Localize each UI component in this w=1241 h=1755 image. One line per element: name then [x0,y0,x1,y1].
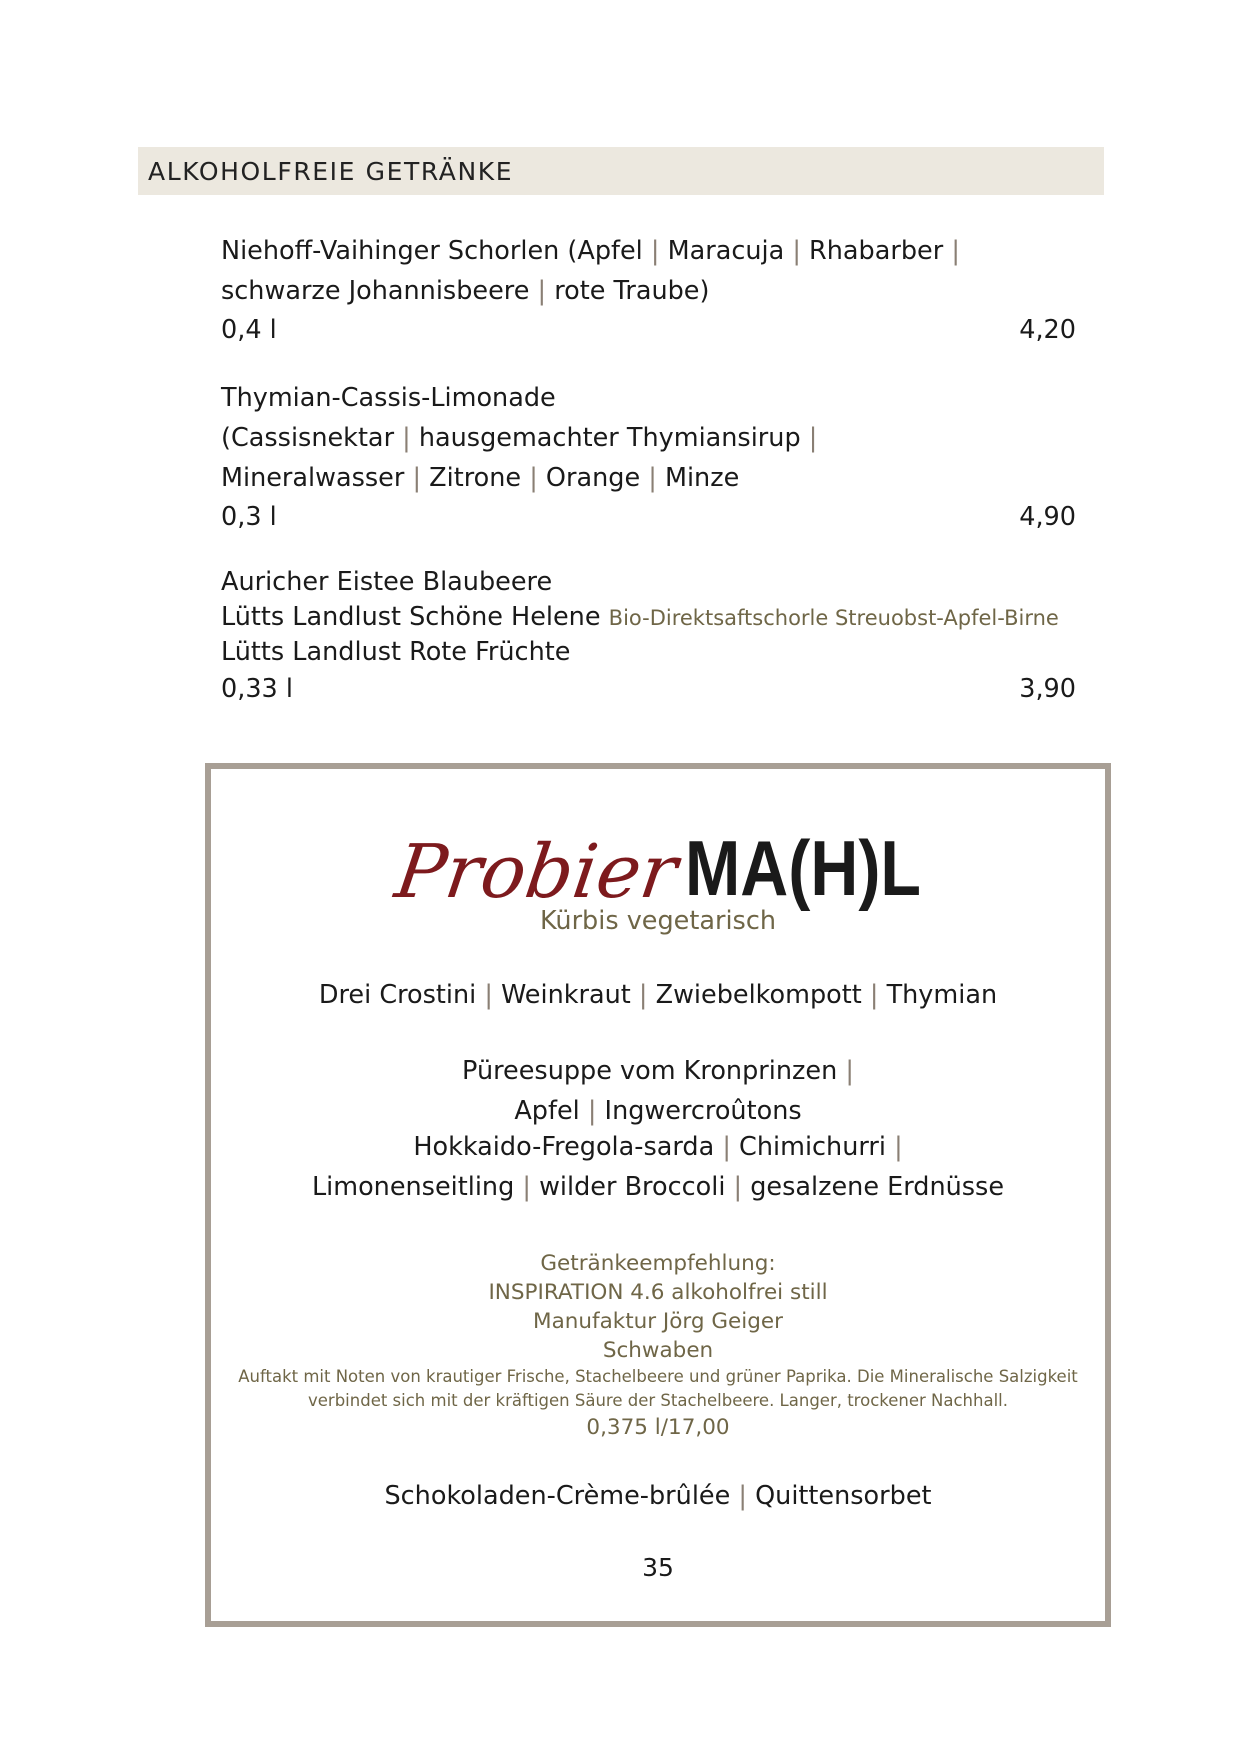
drink-name-line: Lütts Landlust Schöne Helene Bio-Direktsaftschorle Streuobst-Apfel-Birne [221,602,1059,632]
drink-price-line [221,311,1076,349]
drink-size: 0,4 l [221,315,277,345]
drink-name-line: Lütts Landlust Rote Früchte [221,637,571,667]
recommendation-wine: INSPIRATION 4.6 alkoholfrei still [488,1280,828,1305]
recommendation-producer: Manufaktur Jörg Geiger [533,1309,783,1334]
section-title: ALKOHOLFREIE GETRÄNKE [148,156,514,186]
course-dessert: Schokoladen-Crème-brûlée | Quittensorbet [384,1481,932,1511]
drink-item-limonade [221,378,1076,536]
drink-price-line [221,670,1076,708]
drink-price: 3,90 [1019,674,1076,704]
recommendation-price: 0,375 l/17,00 [586,1415,730,1440]
drink-name-line: Niehoff-Vaihinger Schorlen (Apfel | Maracuja | Rhabarber | [221,236,960,266]
course-main: Hokkaido-Fregola-sarda | Chimichurri | Limonenseitling | wilder Broccoli | gesalzene Erdnüsse [311,1132,1005,1202]
course-starter: Drei Crostini | Weinkraut | Zwiebelkompott | Thymian [318,980,998,1010]
section-header [138,147,1104,195]
drink-name-line: Mineralwasser | Zitrone | Orange | Minze [221,463,740,493]
drink-recommendation [211,1249,1105,1442]
drink-name-line: (Cassisnektar | hausgemachter Thymiansirup | [221,423,818,453]
recommendation-region: Schwaben [602,1338,714,1363]
menu-box [205,763,1111,1627]
recommendation-description: Auftakt mit Noten von krautiger Frische, Stachelbeere und grüner Paprika. Die Mineralische Salzigkeit [238,1367,1078,1386]
recommendation-label: Getränkeempfehlung: [540,1251,776,1276]
drink-item-eistee [221,565,1076,708]
drink-name-line: schwarze Johannisbeere | rote Traube) [221,276,710,306]
drink-price: 4,90 [1019,502,1076,532]
drink-price: 4,20 [1019,315,1076,345]
drink-note: Bio-Direktsaftschorle Streuobst-Apfel-Birne [608,606,1059,630]
drink-price-line [221,498,1076,536]
menu-subtitle: Kürbis vegetarisch [539,906,777,936]
course-soup: Püreesuppe vom Kronprinzen | Apfel | Ingwercroûtons [462,1056,854,1126]
recommendation-description: verbindet sich mit der kräftigen Säure der Stachelbeere. Langer, trockener Nachhall. [308,1391,1008,1410]
drink-size: 0,3 l [221,502,277,532]
drink-title: Thymian-Cassis-Limonade [221,383,556,413]
drink-title: Auricher Eistee Blaubeere [221,567,553,597]
logo-bold-text: MA(H)L [685,824,921,912]
logo-script-text: Probier [390,828,683,915]
drink-item-schorlen [221,231,1076,349]
drink-size: 0,33 l [221,674,293,704]
page-number: 35 [642,1553,674,1582]
